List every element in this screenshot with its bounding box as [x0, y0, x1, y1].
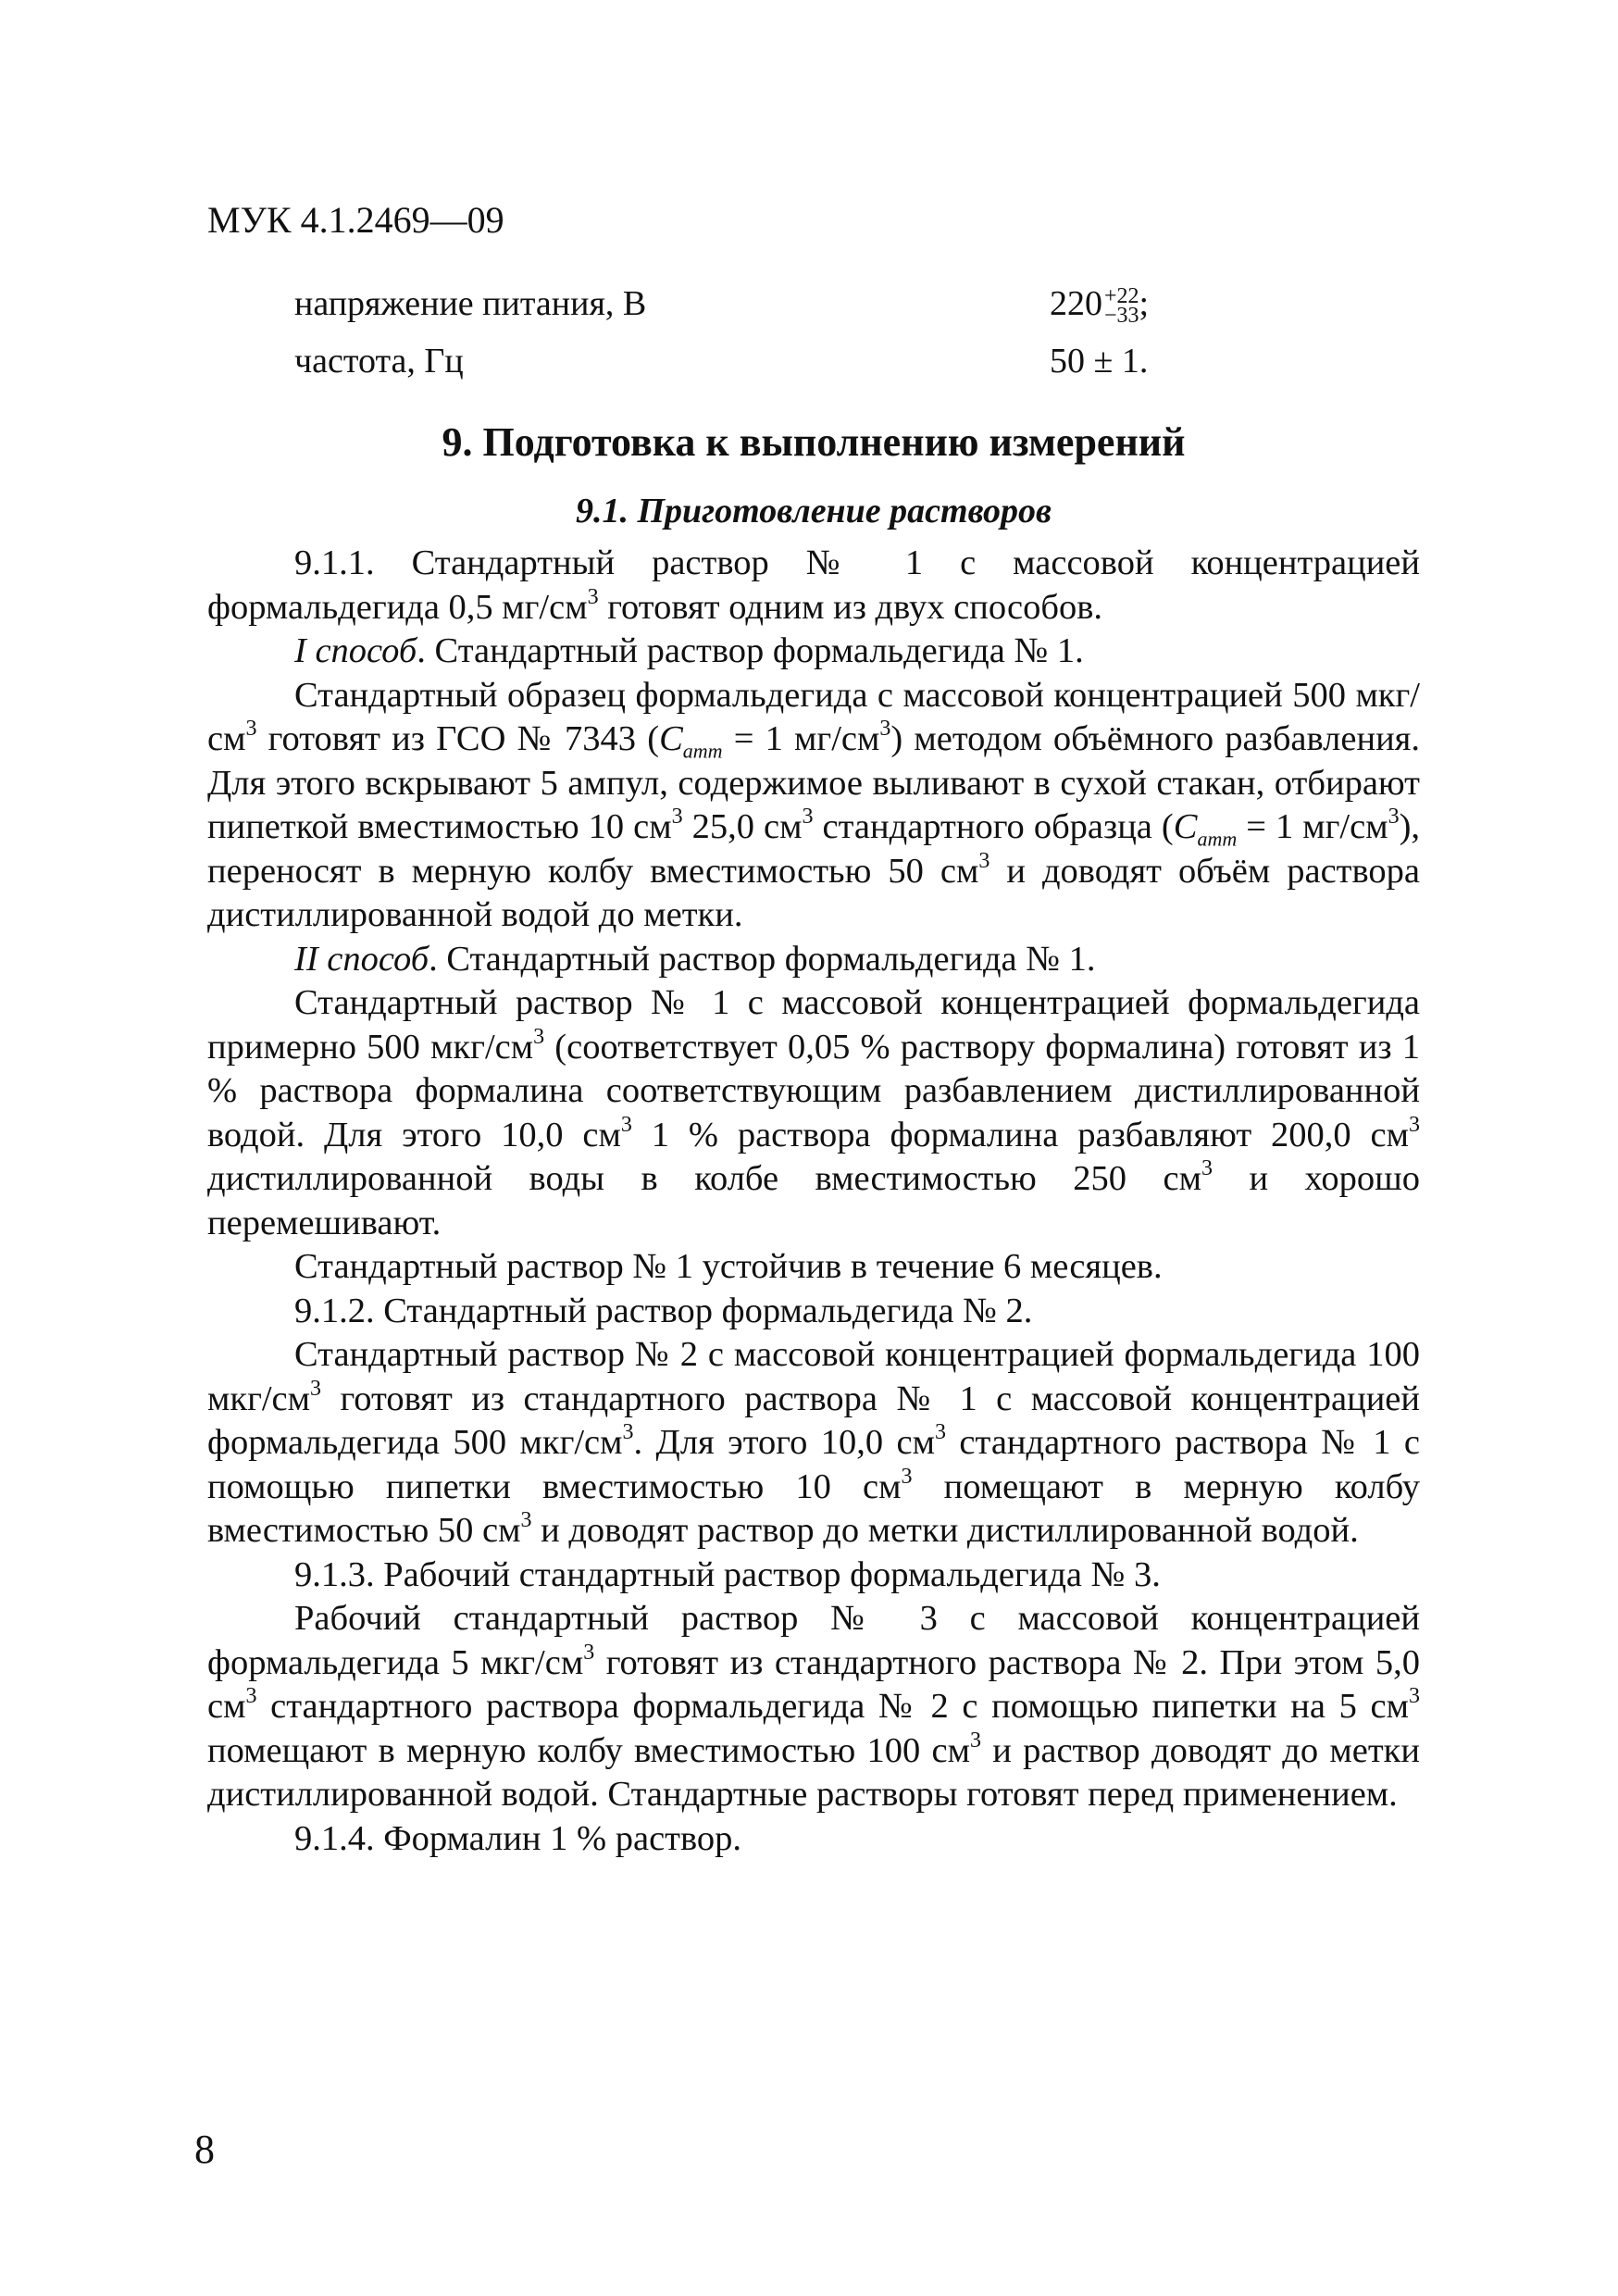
page-header-code: МУК 4.1.2469—09 [207, 199, 504, 241]
paragraph: Рабочий стандартный раствор № 3 с массовой концентрацией формальдегида 5 мкг/$см^3$ готовят из стандартного раствора № 2. При этом 5,0 $см^3$ стандартного раствора формальдегида № 2 с помощью пипетки на 5 $см^3$ помещают в мерную колбу вместимостью 100 $см^3$ и раствор доводят до метки дистиллированной водой. Стандартные растворы готовят перед применением. [207, 1599, 1421, 1814]
paragraph: II способ. Стандартный раствор формальдегида № 1. [294, 939, 1096, 979]
paragraph: 9.1.3. Рабочий стандартный раствор формальдегида № 3. [294, 1554, 1161, 1594]
paragraph: 9.1.2. Стандартный раствор формальдегида № 2. [294, 1291, 1033, 1330]
paragraph: Стандартный образец формальдегида с массовой концентрацией 500 мкг/$см^3$ готовят из ГСО № 7343 ($C_{атт} = 1$ $мг/см^3$) методом объёмного разбавления. Для этого вскрывают 5 ампул, содержимое выливают в сухой стакан, отбирают пипеткой вместимостью 10 $см^3$ 25,0 $см^3$ стандартного образца ($C_{атт} = 1$ $мг/см^3$), переносят в мерную колбу вместимостью 50 $см^3$ и доводят объём раствора дистиллированной водой до метки. [207, 675, 1421, 934]
subsection-title: 9.1. Приготовление растворов [575, 492, 1052, 530]
paragraph: I способ. Стандартный раствор формальдегида № 1. [294, 631, 1084, 670]
section-title: 9. Подготовка к выполнению измерений [442, 419, 1186, 465]
paragraph: Стандартный раствор № 1 устойчив в течение 6 месяцев. [294, 1247, 1163, 1286]
spec-value: 220 +22 −33 ; [1050, 283, 1150, 329]
paragraph: 9.1.4. Формалин 1 % раствор. [294, 1818, 742, 1858]
body-text [207, 542, 1420, 1861]
spec-label: частота, Гц [294, 342, 464, 381]
spec-row-voltage [294, 283, 1183, 335]
paragraph: Стандартный раствор № 1 с массовой концентрацией формальдегида примерно 500 мкг/$см^3$ (соответствует 0,05 % раствору формалина) готовят из 1 % раствора формалина соответствующим разбавлением дистиллированной водой. Для этого 10,0 $см^3$ 1 % раствора формалина разбавляют 200,0 $см^3$ дистиллированной воды в колбе вместимостью 250 $см^3$ и хорошо перемешивают. [207, 983, 1420, 1242]
spec-label: напряжение питания, В [294, 284, 647, 323]
tolerance: +22 −33 [1104, 283, 1139, 329]
paragraph: Стандартный раствор № 2 с массовой концентрацией формальдегида 100 мкг/$см^3$ готовят из стандартного раствора № 1 с массовой концентрацией формальдегида 500 мкг/$см^3$. Для этого 10,0 $см^3$ стандартного раствора № 1 с помощью пипетки вместимостью 10 $см^3$ помещают в мерную колбу вместимостью 50 $см^3$ и доводят раствор до метки дистиллированной водой. [207, 1335, 1420, 1550]
page-number: 8 [194, 2127, 215, 2172]
paragraph: 9.1.1. Стандартный раствор № 1 с массовой концентрацией формальдегида 0,5 $мг/см^3$ готовят одним из двух способов. [207, 543, 1420, 627]
spec-value: 50 ± 1. [1050, 342, 1149, 381]
spec-row-frequency [294, 341, 1183, 393]
